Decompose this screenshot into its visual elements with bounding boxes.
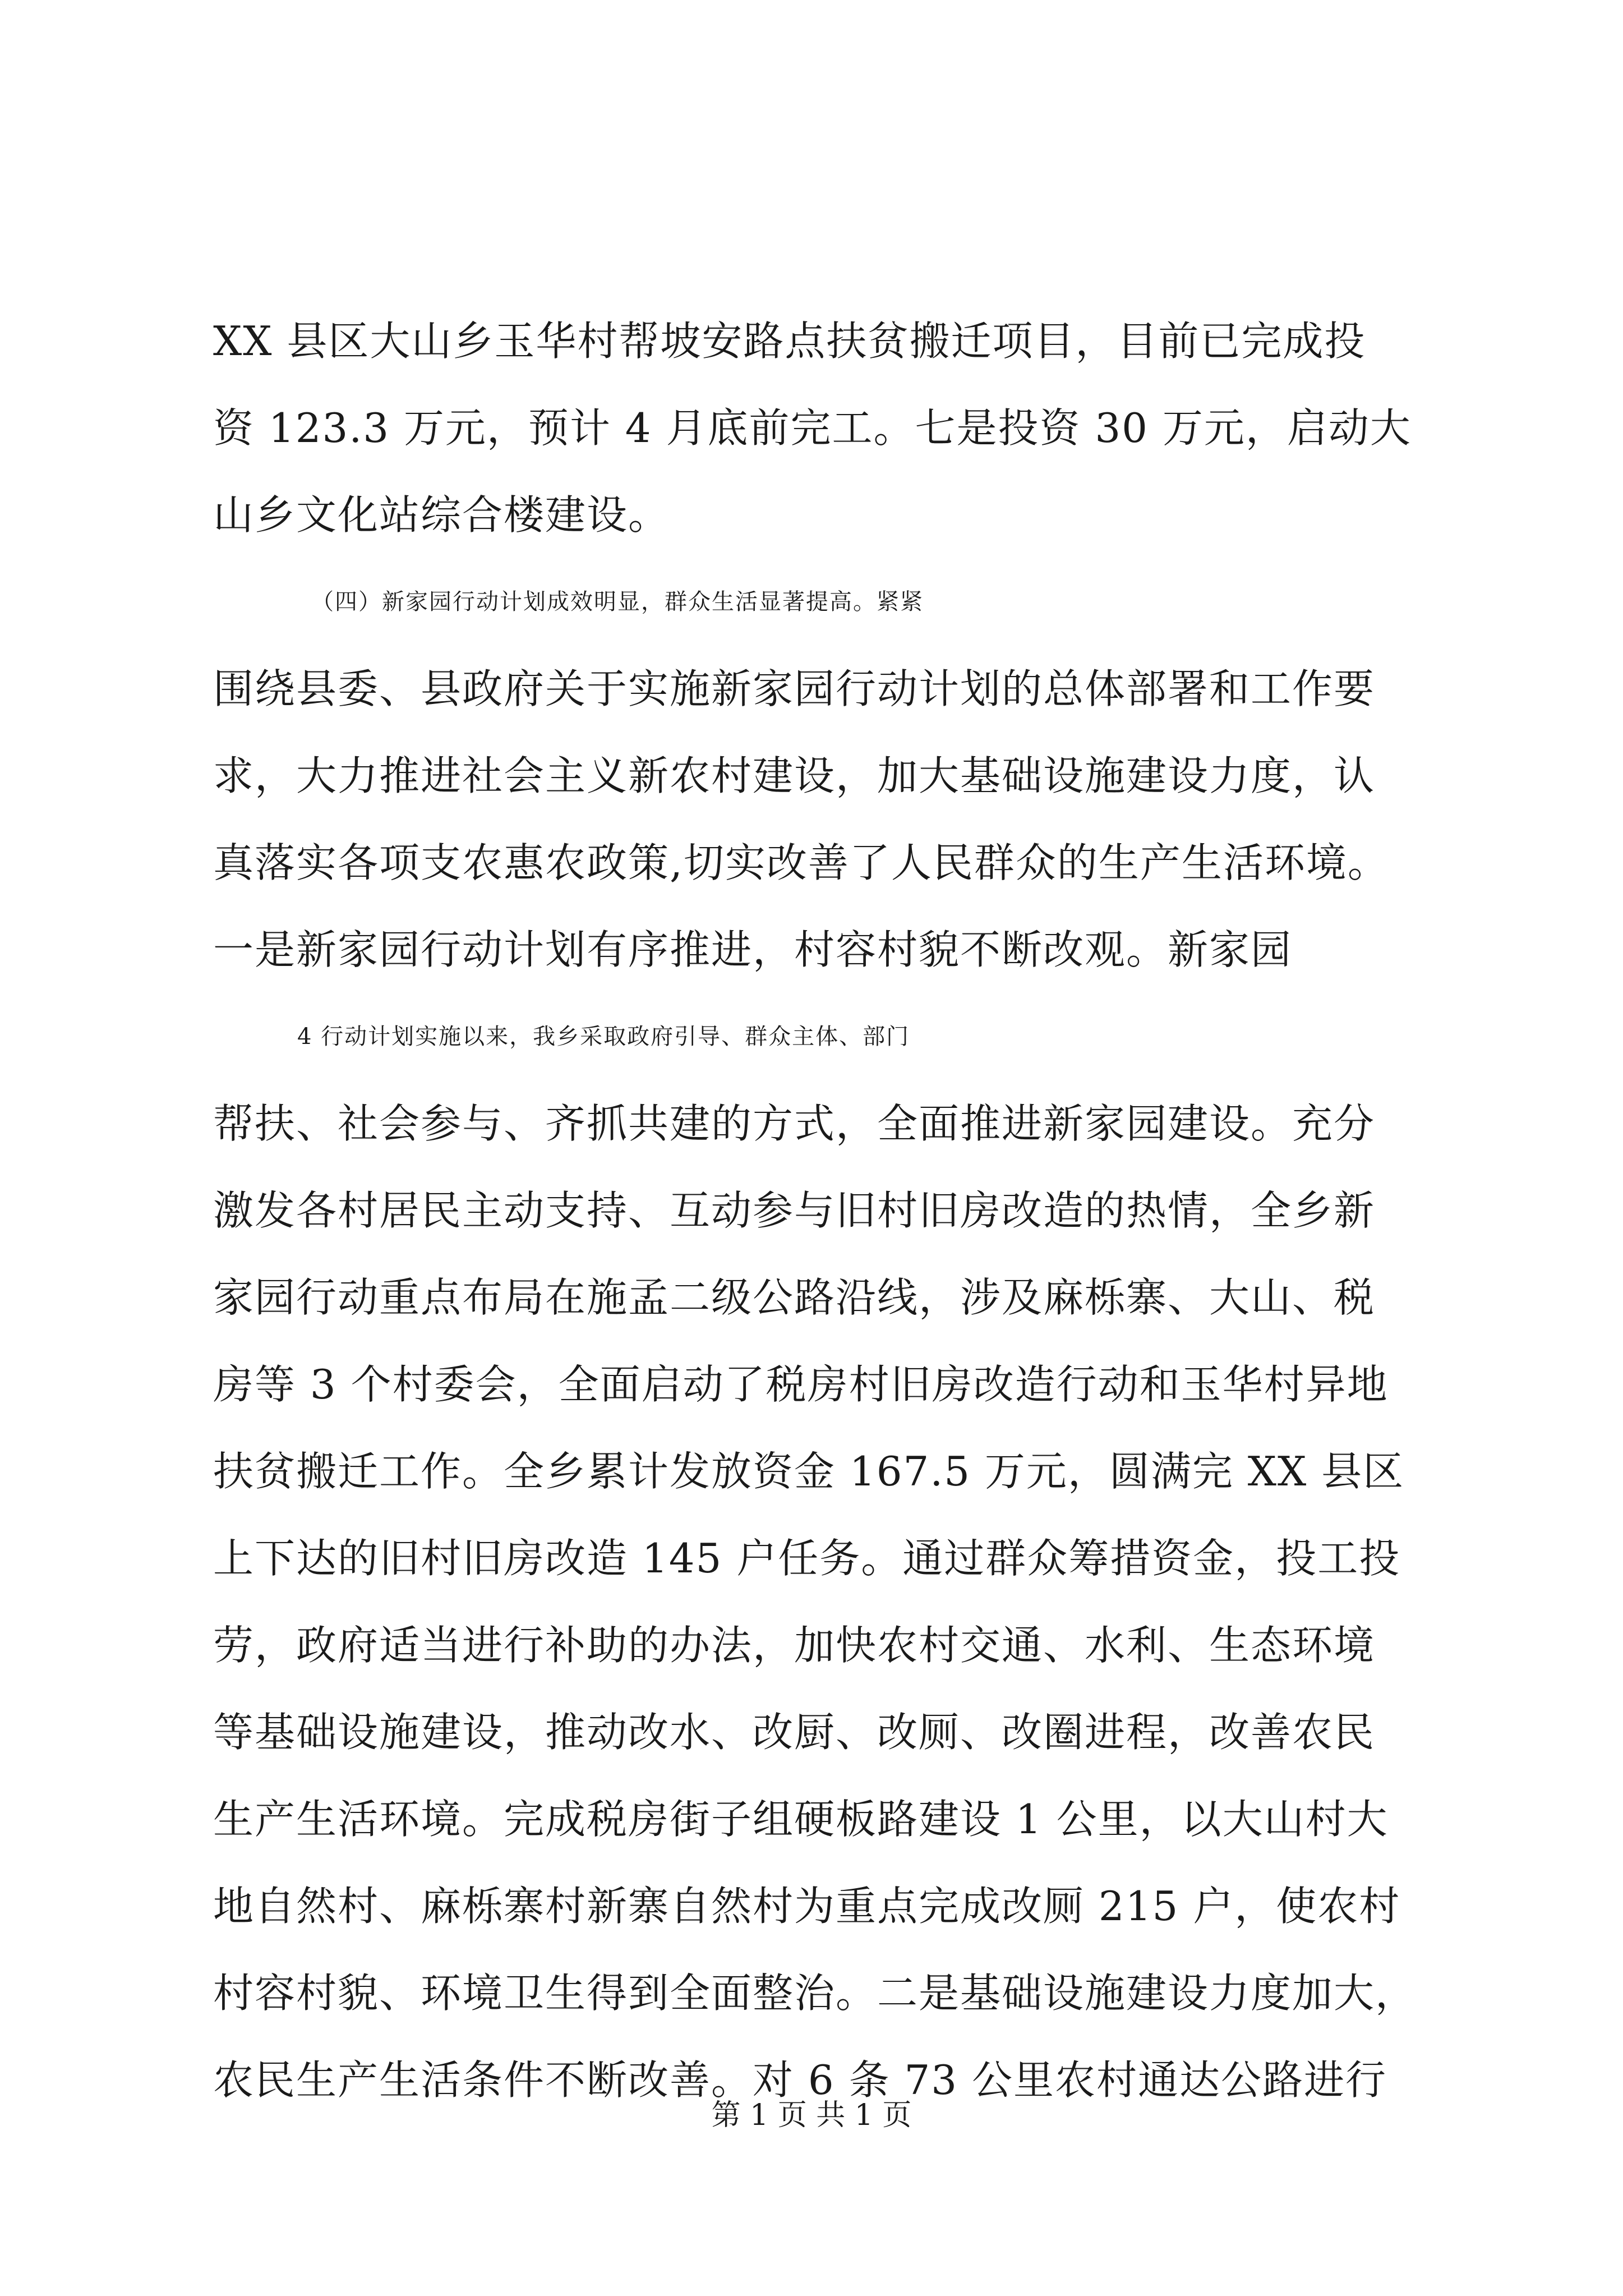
text-line-11: 激发各村居民主动支持、互动参与旧村旧房改造的热情，全乡新 <box>213 1187 1376 1234</box>
text-line-4: （四）新家园行动计划成效明显，群众生活显著提高。紧紧 <box>311 589 924 615</box>
text-line-8: 一是新家园行动计划有序推进，村容村貌不断改观。新家园 <box>213 926 1293 973</box>
text-line-16: 劳，政府适当进行补助的办法，加快农村交通、水利、生态环境 <box>213 1622 1376 1669</box>
text-line-19: 地自然村、麻栎寨村新寨自然村为重点完成改厕 215 户，使农村 <box>213 1883 1401 1930</box>
text-line-7: 真落实各项支农惠农政策,切实改善了人民群众的生产生活环境。 <box>213 839 1389 886</box>
text-line-2: 资 123.3 万元，预计 4 月底前完工。七是投资 30 万元，启动大 <box>213 404 1412 452</box>
text-line-3: 山乡文化站综合楼建设。 <box>213 491 670 539</box>
text-line-12: 家园行动重点布局在施孟二级公路沿线，涉及麻栎寨、大山、税 <box>213 1274 1376 1321</box>
text-line-18: 生产生活环境。完成税房街子组硬板路建设 1 公里，以大山村大 <box>213 1796 1389 1843</box>
text-line-6: 求，大力推进社会主义新农村建设，加大基础设施建设力度，认 <box>213 752 1376 799</box>
text-line-21: 农民生产生活条件不断改善。对 6 条 73 公里农村通达公路进行 <box>213 2056 1387 2104</box>
text-line-17: 等基础设施建设，推动改水、改厨、改厕、改圈进程，改善农民 <box>213 1709 1376 1756</box>
text-line-14: 扶贫搬迁工作。全乡累计发放资金 167.5 万元，圆满完 XX 县区 <box>213 1448 1405 1495</box>
text-line-5: 围绕县委、县政府关于实施新家园行动计划的总体部署和工作要 <box>213 665 1376 712</box>
text-line-1: XX 县区大山乡玉华村帮坡安路点扶贫搬迁项目，目前已完成投 <box>213 318 1366 365</box>
text-line-13: 房等 3 个村委会，全面启动了税房村旧房改造行动和玉华村异地 <box>213 1361 1389 1408</box>
text-line-20: 村容村貌、环境卫生得到全面整治。二是基础设施建设力度加大， <box>213 1970 1417 2017</box>
text-line-9: 4 行动计划实施以来，我乡采取政府引导、群众主体、部门 <box>297 1024 910 1050</box>
page-footer: 第 1 页 共 1 页 <box>711 2099 912 2132</box>
text-line-10: 帮扶、社会参与、齐抓共建的方式，全面推进新家园建设。充分 <box>213 1100 1376 1147</box>
text-line-15: 上下达的旧村旧房改造 145 户任务。通过群众筹措资金，投工投 <box>213 1535 1401 1582</box>
